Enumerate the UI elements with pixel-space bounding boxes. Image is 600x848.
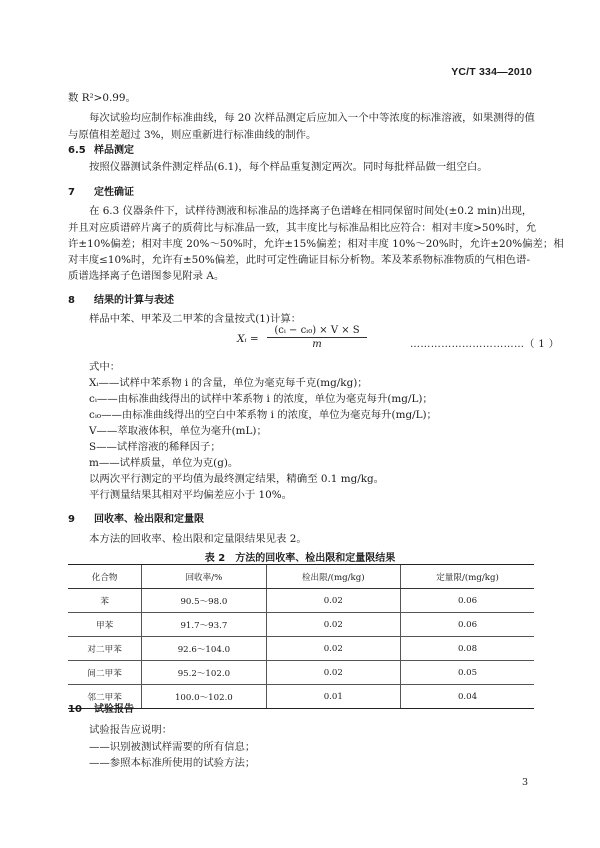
- paragraph-line: 按照仪器测试条件测定样品(6.1)，每个样品重复测定两次。同时每批样品做一组空白。: [89, 161, 488, 173]
- table-cell: 苯: [68, 589, 142, 613]
- table-cell: 0.02: [266, 661, 401, 685]
- table-cell: 0.04: [401, 685, 534, 709]
- paragraph-line: 样品中苯、甲苯及二甲苯的含量按式(1)计算：: [89, 313, 302, 325]
- paragraph-line: 平行测量结果其相对平均偏差应小于 10%。: [89, 489, 293, 501]
- formula-fraction: [267, 325, 367, 350]
- section-heading-6-5: [68, 143, 134, 158]
- paragraph-line: 与原值相差超过 3%，则应重新进行标准曲线的制作。: [68, 129, 317, 141]
- table-row: [68, 661, 534, 685]
- column-header: 检出限/(mg/kg): [266, 565, 401, 589]
- section-number: 6.5: [68, 145, 86, 156]
- section-title: 试验报告: [94, 704, 134, 715]
- paragraph-line: 以两次平行测定的平均值为最终测定结果，精确至 0.1 mg/kg。: [89, 473, 385, 485]
- formula-1: [237, 325, 377, 355]
- variable-definition: S——试样溶液的稀释因子；: [89, 441, 221, 453]
- section-heading-7: [68, 185, 134, 200]
- section-number: 7: [68, 187, 75, 198]
- column-header: 回收率/%: [142, 565, 266, 589]
- table-cell: 0.02: [266, 637, 401, 661]
- section-heading-8: [68, 293, 174, 308]
- formula-denominator: m: [312, 339, 322, 350]
- fraction-bar: [267, 337, 367, 338]
- table-cell: 0.02: [266, 613, 401, 637]
- paragraph-line: 本方法的回收率、检出限和定量限结果见表 2。: [89, 533, 307, 545]
- table-cell: 邻二甲苯: [68, 685, 142, 709]
- formula-numerator: (cᵢ − cᵢ₀) × V × S: [274, 325, 360, 336]
- list-item: ——参照本标准所使用的试验方法；: [89, 757, 256, 769]
- table-cell: 对二甲苯: [68, 637, 142, 661]
- standard-code: YC/T 334—2010: [451, 66, 532, 78]
- formula-number: ……………………………（ 1 ）: [410, 339, 560, 350]
- paragraph-line: 式中：: [89, 361, 121, 373]
- table-row: [68, 613, 534, 637]
- table-cell: 0.08: [401, 637, 534, 661]
- table-cell: 0.01: [266, 685, 401, 709]
- variable-definition: cᵢ₀——由标准曲线得出的空白中苯系物 i 的浓度，单位为毫克每升(mg/L)；: [89, 409, 437, 421]
- table-cell: 95.2～102.0: [142, 661, 266, 685]
- results-table: [68, 564, 534, 709]
- table-cell: 0.05: [401, 661, 534, 685]
- column-header: 定量限/(mg/kg): [401, 565, 534, 589]
- section-number: 10: [68, 704, 82, 715]
- table-cell: 90.5～98.0: [142, 589, 266, 613]
- section-title: 回收率、检出限和定量限: [94, 514, 204, 525]
- section-number: 9: [68, 514, 75, 525]
- table-row: [68, 685, 534, 709]
- variable-definition: m——试样质量，单位为克(g)。: [89, 457, 239, 469]
- section-heading-10: [68, 702, 134, 717]
- paragraph-line: 许±10%偏差；相对丰度 20%～50%时，允许±15%偏差；相对丰度 10%～20%时，允许±20%偏差；相: [68, 238, 564, 250]
- table-header-row: [68, 565, 534, 589]
- variable-definition: cᵢ——由标准曲线得出的试样中苯系物 i 的浓度，单位为毫克每升(mg/L)；: [89, 393, 433, 405]
- table-cell: 100.0～102.0: [142, 685, 266, 709]
- section-title: 结果的计算与表述: [94, 295, 174, 306]
- section-heading-9: [68, 512, 204, 527]
- section-title: 定性确证: [94, 187, 134, 198]
- table-cell: 91.7～93.7: [142, 613, 266, 637]
- table-caption: 表 2 方法的回收率、检出限和定量限结果: [204, 553, 396, 564]
- paragraph-line: 试验报告应说明：: [89, 724, 173, 736]
- column-header: 化合物: [68, 565, 142, 589]
- section-title: 样品测定: [94, 145, 134, 156]
- formula-lhs: Xᵢ =: [237, 333, 259, 345]
- table-cell: 间二甲苯: [68, 661, 142, 685]
- section-number: 8: [68, 295, 75, 306]
- paragraph-line: 并且对应质谱碎片离子的质荷比与标准品一致，其丰度比与标准品相比应符合：相对丰度>50%时，允: [68, 222, 537, 234]
- paragraph-line: 质谱选择离子色谱图参见附录 A。: [68, 270, 225, 282]
- table-cell: 92.6～104.0: [142, 637, 266, 661]
- table-cell: 0.06: [401, 613, 534, 637]
- page-number: 3: [521, 777, 528, 788]
- paragraph-line: 对丰度≤10%时，允许有±50%偏差，此时可定性确证目标分析物。苯及苯系物标准物质的气相色谱-: [68, 254, 530, 266]
- table-cell: 0.02: [266, 589, 401, 613]
- list-item: ——识别被测试样需要的所有信息；: [89, 741, 256, 753]
- table-row: [68, 589, 534, 613]
- variable-definition: V——萃取液体积，单位为毫升(mL)；: [89, 425, 267, 437]
- paragraph-line: 数 R²>0.99。: [68, 92, 136, 104]
- table-cell: 0.06: [401, 589, 534, 613]
- variable-definition: Xᵢ——试样中苯系物 i 的含量，单位为毫克每千克(mg/kg)；: [89, 377, 368, 389]
- paragraph-line: 每次试验均应制作标准曲线，每 20 次样品测定后应加入一个中等浓度的标准溶液，如果测得的值: [89, 112, 535, 124]
- paragraph-line: 在 6.3 仪器条件下，试样待测液和标准品的选择离子色谱峰在相同保留时间处(±0.2 min)出现，: [89, 205, 533, 217]
- table-row: [68, 637, 534, 661]
- table-cell: 甲苯: [68, 613, 142, 637]
